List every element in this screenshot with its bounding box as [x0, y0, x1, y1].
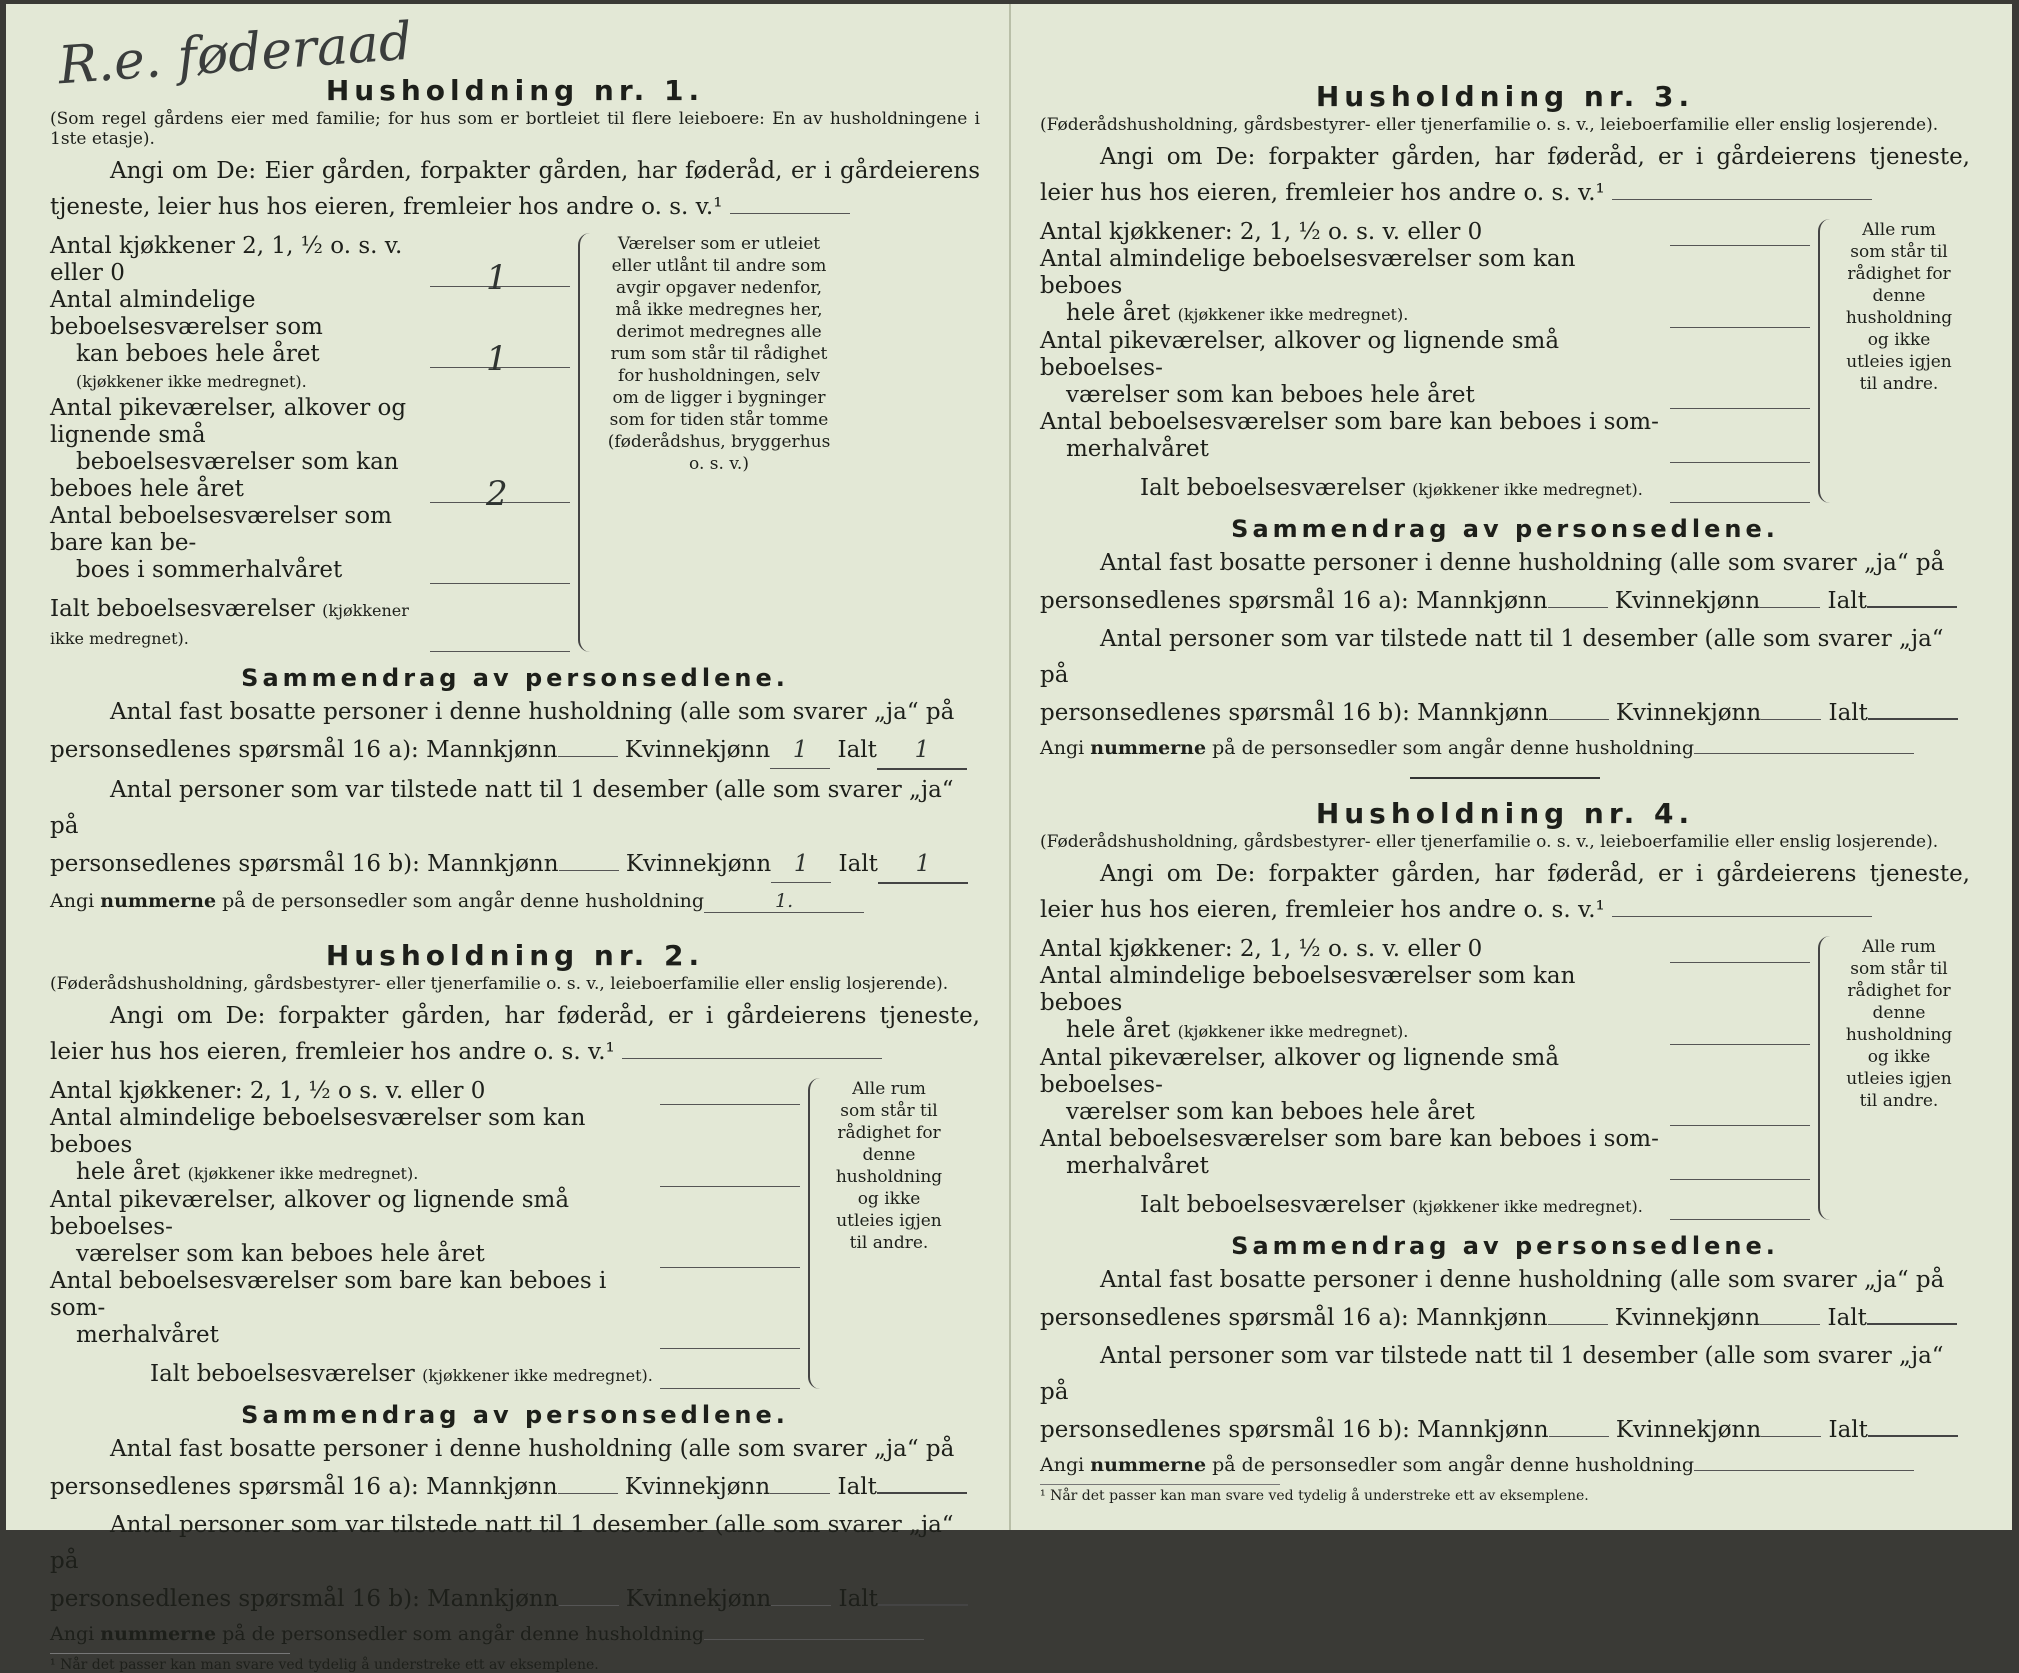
male-16a-field[interactable]	[558, 1493, 618, 1494]
answer-line[interactable]	[1612, 915, 1872, 917]
kitchens-row: Antal kjøkkener 2, 1, ½ o. s. v. eller 0 1	[50, 233, 570, 287]
household-2-title: Husholdning nr. 2.	[325, 939, 705, 972]
kitchens-field[interactable]	[660, 1078, 800, 1105]
total-16b-field[interactable]	[1868, 1435, 1958, 1437]
ordinary-rooms-field[interactable]: 1	[430, 341, 570, 368]
female-16a-field[interactable]	[1760, 607, 1820, 608]
handwritten-annotation: R.e. føderaad	[56, 11, 414, 97]
male-16a-field[interactable]	[558, 756, 618, 757]
female-16a-field[interactable]	[1760, 1324, 1820, 1325]
kitchens-field[interactable]: 1	[430, 260, 570, 287]
numbers-field[interactable]	[1694, 753, 1914, 754]
left-page	[50, 4, 980, 1673]
summer-rooms-field[interactable]	[660, 1322, 800, 1349]
numbers-field[interactable]	[1694, 1470, 1914, 1471]
household-1-title: Husholdning nr. 1.	[325, 74, 705, 107]
total-rooms-row: Ialt beboelsesværelser (kjøkkener ikke medregnet).	[50, 596, 570, 652]
side-note: Alle rum som står til rådighet for denne husholdning og ikke utleies igjen til andre.	[835, 1079, 943, 1253]
female-16b-field[interactable]	[771, 1605, 831, 1606]
side-note: Alle rum som står til rådighet for denne husholdning og ikke utleies igjen til andre.	[1845, 220, 1953, 394]
female-16b-field[interactable]	[1761, 1436, 1821, 1437]
total-16a-field[interactable]: 1	[877, 732, 967, 770]
household-3: Husholdning nr. 3. (Føderådshusholdning, gårdsbestyrer- eller tjenerfamilie o. s. v., leieboerfamilie eller enslig losjerende). Angi om De: forpakter gården, har føderåd, er i gårdeierens tjeneste, leier hus hos eieren, fremleier hos andre o. s. v.¹ Antal kjøkkener: 2, 1, ½ o. s. v. eller 0 Antal almindelige beboelsesværelser som kan beboes hele året (kjøkkener ikke medregnet). Antal pikeværelser, alkover og lignende små beboelses- værelser som kan beboes hele året Antal beboelsesværelser som bare kan beboes i som- merhalvåret Ialt beboelsesværelser (kjøkkener ikke medregnet). Alle rum som står til rådighet for denne husholdning og ikke utleies igjen til andre. Sammendrag av personsedlene. Antal fast bosatte personer i denne husholdning (alle som svarer „ja“ på personsedlenes spørsmål 16 a): Mannkjønn Kvinnekjønn Ialt Antal personer som var tilstede natt til 1 desember (alle som svarer „ja“ på personsedlenes spørsmål 16 b): Mannkjønn Kvinnekjønn Ialt Angi nummerne på de personsedler som angår denne husholdning	[1040, 80, 1970, 779]
total-16a-field[interactable]	[1867, 1323, 1957, 1325]
brace	[578, 233, 596, 652]
census-sheet	[6, 4, 2012, 1673]
household-4-title: Husholdning nr. 4.	[1315, 797, 1695, 830]
female-16a-field[interactable]	[770, 1493, 830, 1494]
divider	[1410, 777, 1600, 779]
female-16b-field[interactable]	[1761, 719, 1821, 720]
male-16b-field[interactable]	[1549, 1436, 1609, 1437]
total-rooms-field[interactable]	[660, 1362, 800, 1389]
summer-rooms-field[interactable]	[1670, 1153, 1810, 1180]
male-16a-field[interactable]	[1548, 1324, 1608, 1325]
footnote: ¹ Når det passer kan man svare ved tydelig å understreke ett av eksemplene.	[1040, 1484, 1280, 1504]
household-1-rooms: Antal kjøkkener 2, 1, ½ o. s. v. eller 0 1 Antal almindelige beboelsesværelser som kan beboes hele året 1 (kjøkkener ikke medregnet). Antal pikeværelser, alkover og lignende små beboelsesværelser som kan beboes hele året 2 Antal beboelsesværelser som bare kan be- boes i sommerhalvåret Ialt beboelsesværelser (kjøkkener ikke medregnet). Værelser som er utleiet eller utlånt til andre som avgir opgaver nedenfor, må ikke medregnes her, derimot medregnes alle rum som står til rådighet for husholdningen, selv om de ligger i bygninger som for tiden står tomme (føderådshus, bryggerhus o. s. v.)	[50, 233, 980, 652]
household-1: Husholdning nr. 1. (Som regel gårdens eier med familie; for hus som er bortleiet til flere leieboere: En av husholdningene i 1ste etasje). Angi om De: Eier gården, forpakter gården, har føderåd, er i gårdeierens tjeneste, leier hus hos eieren, fremleier hos andre o. s. v.¹ Antal kjøkkener 2, 1, ½ o. s. v. eller 0 1 Antal almindelige beboelsesværelser som kan beboes hele året 1 (kjøkkener ikke medregnet). Antal pikeværelser, alkover og lignende små beboelsesværelser som kan beboes hele året 2 Antal beboelsesværelser som bare kan be- boes i sommerhalvåret Ialt beboelsesværelser (kjøkkener ikke medregnet). Værelser som er utleiet eller utlånt til andre som avgir opgaver nedenfor, må ikke medregnes her, derimot medregnes alle rum som står til rådighet for husholdningen, selv om de ligger i bygninger som for tiden står tomme (føderådshus, bryggerhus o. s. v.) Sammendrag av personsedlene. Antal fast bosatte personer i denne husholdning (alle som svarer „ja“ på personsedlenes spørsmål 16 a): Mannkjønn Kvinnekjønn 1 Ialt 1 Antal personer som var tilstede natt til 1 desember (alle som svarer „ja“ på personsedlenes spørsmål 16 b): Mannkjønn Kvinnekjønn 1 Ialt 1 Angi nummerne på de personsedler som angår denne husholdning 1.	[50, 74, 980, 912]
q16b-row: personsedlenes spørsmål 16 b): Mannkjønn Kvinnekjønn 1 Ialt 1	[50, 846, 980, 884]
q16a-row: personsedlenes spørsmål 16 a): Mannkjønn Kvinnekjønn 1 Ialt 1	[50, 732, 980, 770]
side-note: Værelser som er utleiet eller utlånt til andre som avgir opgaver nedenfor, må ikke medregnes her, derimot medregnes alle rum som står til rådighet for husholdningen, selv om de ligger i bygninger som for tiden står tomme (føderådshus, bryggerhus o. s. v.)	[607, 234, 831, 474]
page-fold	[1009, 4, 1011, 1530]
household-4: Husholdning nr. 4. (Føderådshusholdning, gårdsbestyrer- eller tjenerfamilie o. s. v., leieboerfamilie eller enslig losjerende). Angi om De: forpakter gården, har føderåd, er i gårdeierens tjeneste, leier hus hos eieren, fremleier hos andre o. s. v.¹ Antal kjøkkener: 2, 1, ½ o. s. v. eller 0 Antal almindelige beboelsesværelser som kan beboes hele året (kjøkkener ikke medregnet). Antal pikeværelser, alkover og lignende små beboelses- værelser som kan beboes hele året Antal beboelsesværelser som bare kan beboes i som- merhalvåret Ialt beboelsesværelser (kjøkkener ikke medregnet). Alle rum som står til rådighet for denne husholdning og ikke utleies igjen til andre. Sammendrag av personsedlene. Antal fast bosatte personer i denne husholdning (alle som svarer „ja“ på personsedlenes spørsmål 16 a): Mannkjønn Kvinnekjønn Ialt Antal personer som var tilstede natt til 1 desember (alle som svarer „ja“ på personsedlenes spørsmål 16 b): Mannkjønn Kvinnekjønn Ialt Angi nummerne på de personsedler som angår denne husholdning ¹ Når det passer kan man svare ved tydelig å understreke ett av eksemplene.	[1040, 797, 1970, 1504]
answer-line[interactable]	[622, 1057, 882, 1059]
small-rooms-row: Antal pikeværelser, alkover og lignende små beboelsesværelser som kan beboes hele året 2	[50, 395, 570, 503]
total-rooms-field[interactable]	[430, 625, 570, 652]
numbers-row: Angi nummerne på de personsedler som angår denne husholdning 1.	[50, 890, 980, 913]
side-note: Alle rum som står til rådighet for denne husholdning og ikke utleies igjen til andre.	[1845, 937, 1953, 1111]
male-16a-field[interactable]	[1548, 607, 1608, 608]
small-rooms-field[interactable]	[1670, 1099, 1810, 1126]
household-1-note: (Som regel gårdens eier med familie; for hus som er bortleiet til flere leieboere: En av husholdningene i 1ste etasje).	[50, 109, 980, 149]
household-2: Husholdning nr. 2. (Føderådshusholdning, gårdsbestyrer- eller tjenerfamilie o. s. v., leieboerfamilie eller enslig losjerende). Angi om De: forpakter gården, har føderåd, er i gårdeierens tjeneste, leier hus hos eieren, fremleier hos andre o. s. v.¹ Antal kjøkkener: 2, 1, ½ o s. v. eller 0 Antal almindelige beboelsesværelser som kan beboes hele året (kjøkkener ikke medregnet). Antal pikeværelser, alkover og lignende små beboelses- værelser som kan beboes hele året Antal beboelsesværelser som bare kan beboes i som- merhalvåret Ialt beboelsesværelser (kjøkkener ikke medregnet). Alle rum som står til rådighet for denne husholdning og ikke utleies igjen til andre. Sammendrag av personsedlene. Antal fast bosatte personer i denne husholdning (alle som svarer „ja“ på personsedlenes spørsmål 16 a): Mannkjønn Kvinnekjønn Ialt Antal personer som var tilstede natt til 1 desember (alle som svarer „ja“ på personsedlenes spørsmål 16 b): Mannkjønn Kvinnekjønn Ialt Angi nummerne på de personsedler som angår denne husholdning ¹ Når det passer kan man svare ved tydelig å understreke ett av eksemplene.	[50, 939, 980, 1673]
answer-line[interactable]	[1612, 198, 1872, 200]
summary-title: Sammendrag av personsedlene.	[241, 664, 789, 692]
kitchens-field[interactable]	[1670, 936, 1810, 963]
small-rooms-field[interactable]: 2	[430, 476, 570, 503]
summer-rooms-row: Antal beboelsesværelser som bare kan be- boes i sommerhalvåret	[50, 503, 570, 584]
male-16b-field[interactable]	[559, 870, 619, 871]
summer-rooms-field[interactable]	[430, 557, 570, 584]
female-16b-field[interactable]: 1	[771, 846, 831, 883]
numbers-field[interactable]	[704, 1639, 924, 1640]
ordinary-rooms-field[interactable]	[1670, 301, 1810, 328]
ordinary-rooms-field[interactable]	[660, 1160, 800, 1187]
male-16b-field[interactable]	[1549, 719, 1609, 720]
total-rooms-field[interactable]	[1670, 1193, 1810, 1220]
numbers-field[interactable]: 1.	[704, 890, 864, 913]
kitchens-field[interactable]	[1670, 219, 1810, 246]
ordinary-rooms-row: Antal almindelige beboelsesværelser som kan beboes hele året 1	[50, 287, 570, 368]
right-page	[1040, 4, 1970, 1530]
small-rooms-field[interactable]	[1670, 382, 1810, 409]
summer-rooms-field[interactable]	[1670, 436, 1810, 463]
household-1-question: Angi om De: Eier gården, forpakter gården, har føderåd, er i gårdeierens tjeneste, leier hus hos eieren, fremleier hos andre o. s. v.¹	[50, 158, 980, 220]
small-rooms-field[interactable]	[660, 1241, 800, 1268]
total-16b-field[interactable]	[878, 1604, 968, 1606]
total-16b-field[interactable]	[1868, 718, 1958, 720]
total-16b-field[interactable]: 1	[878, 846, 968, 884]
total-rooms-field[interactable]	[1670, 476, 1810, 503]
footnote: ¹ Når det passer kan man svare ved tydelig å understreke ett av eksemplene.	[50, 1653, 290, 1673]
ordinary-rooms-field[interactable]	[1670, 1018, 1810, 1045]
answer-line[interactable]	[730, 212, 850, 214]
household-3-title: Husholdning nr. 3.	[1315, 80, 1695, 113]
total-16a-field[interactable]	[877, 1492, 967, 1494]
female-16a-field[interactable]: 1	[770, 732, 830, 769]
male-16b-field[interactable]	[559, 1605, 619, 1606]
total-16a-field[interactable]	[1867, 606, 1957, 608]
